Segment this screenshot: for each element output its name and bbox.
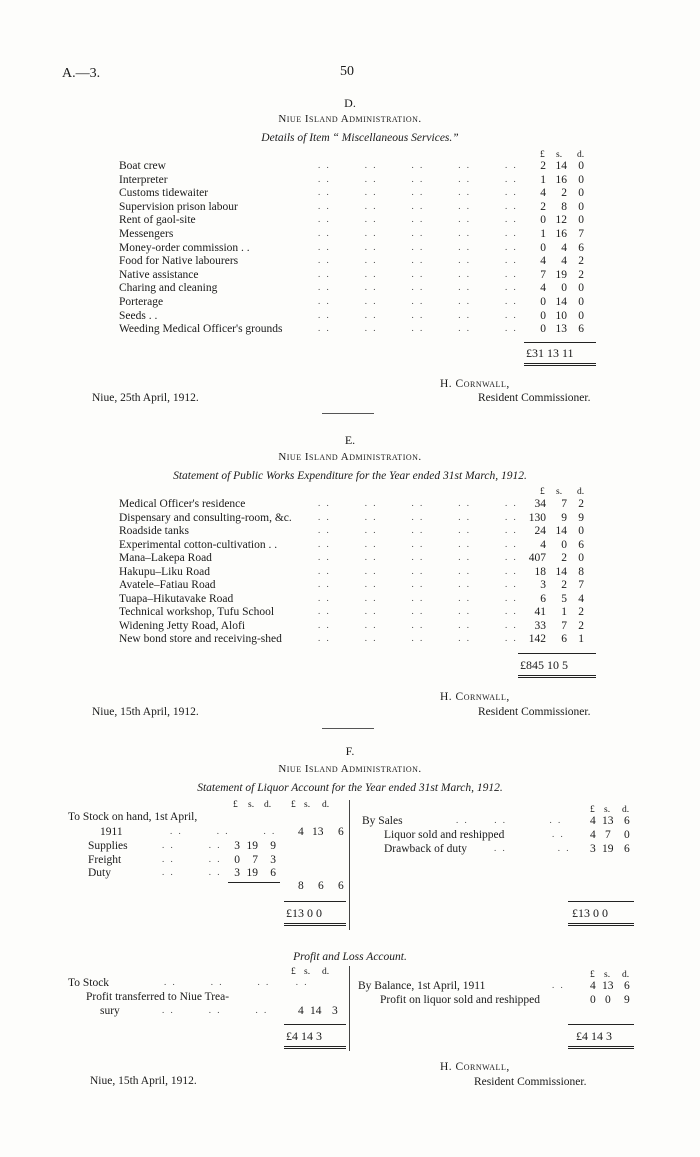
section-e-row-pounds: 407	[528, 552, 546, 564]
section-d-row-leader: . . . . . . . . . .	[318, 200, 518, 211]
section-d-row-pounds: 4	[540, 187, 546, 200]
section-f-subheading: Statement of Liquor Account for the Year ended 31st March, 1912.	[197, 782, 503, 794]
section-d-row-label: Food for Native labourers	[119, 255, 239, 268]
section-f-pl-left-dots3: . . . . . .	[162, 1005, 269, 1015]
section-e-col-shilling: s.	[556, 487, 563, 497]
section-d-row-label: Boat crew	[119, 160, 166, 172]
section-e-total: £845 10 5	[520, 658, 568, 672]
section-d-total-rule	[524, 342, 596, 343]
section-f-stock-s: 13	[312, 826, 324, 838]
section-e-signer: H. Cornwall,	[440, 691, 510, 703]
section-e-row-pounds: 4	[540, 538, 546, 551]
section-f-pl-right-amt1-s: 13	[602, 980, 614, 992]
section-f-right-col-pound: £	[590, 805, 595, 815]
section-e-heading: Niue Island Administration.	[278, 451, 422, 463]
section-e-row-pounds: 142	[528, 633, 546, 645]
section-d-row-label: Charing and cleaning	[119, 282, 218, 295]
section-e-row-label: New bond store and receiving-shed	[119, 633, 282, 645]
section-d-row-leader: . . . . . . . . . .	[318, 187, 518, 198]
section-d-row-pence: 0	[578, 173, 584, 186]
section-f-pl-right-line2: Profit on liquor sold and reshipped	[380, 994, 541, 1006]
section-d-row-label: Supervision prison labour	[119, 200, 238, 213]
section-divider-2	[322, 728, 374, 729]
section-f-subtotal-s: 6	[318, 880, 324, 892]
section-d-row-pounds: 1	[540, 228, 546, 240]
section-d-row-shillings: 16	[555, 173, 567, 186]
section-f-pl-left-line3: sury	[100, 1005, 120, 1017]
section-f-left-sub-shillings: 19	[246, 840, 258, 852]
section-e-row-shillings: 2	[561, 579, 567, 591]
section-d-row-label: Customs tidewaiter	[119, 187, 209, 200]
section-e-row-leader: . . . . . . . . . .	[318, 579, 518, 589]
section-d-signer: H. Cornwall,	[440, 378, 510, 390]
section-d-row-shillings: 12	[555, 214, 567, 227]
section-f-right-total-double	[568, 923, 634, 926]
section-f-pl-right-total-double	[568, 1046, 634, 1049]
section-e-row-label: Avatele–Fatiau Road	[119, 579, 216, 591]
section-f-right-dots3: . . . .	[494, 843, 571, 853]
section-f-stock-d: 6	[338, 826, 344, 838]
section-d-row-pounds: 4	[540, 282, 546, 295]
section-d-row-leader: . . . . . . . . . .	[318, 255, 518, 266]
section-d-row-pounds: 0	[540, 323, 546, 336]
section-f-heading: Niue Island Administration.	[278, 763, 422, 775]
section-f-letter: F.	[345, 744, 355, 758]
section-e-row-pence: 2	[578, 498, 584, 510]
section-f-signer-title: Resident Commissioner.	[474, 1076, 587, 1088]
section-e-row-leader: . . . . . . . . . .	[318, 565, 518, 576]
section-d-total-double-rule	[524, 363, 596, 366]
section-f-signer: H. Cornwall,	[440, 1061, 510, 1073]
section-d-row-pence: 0	[578, 187, 584, 200]
section-d-row-shillings: 13	[555, 323, 567, 336]
section-e-row-leader: . . . . . . . . . .	[318, 592, 518, 603]
section-f-left-sub-pounds: 0	[234, 853, 240, 866]
section-e-row-label: Hakupu–Liku Road	[119, 565, 211, 578]
section-d-row-shillings: 14	[555, 296, 567, 308]
section-d-row-leader: . . . . . . . . . .	[318, 282, 518, 293]
section-e-subheading: Statement of Public Works Expenditure for the Year ended 31st March, 1912.	[173, 470, 527, 482]
section-f-pl-left-total-double	[284, 1046, 346, 1049]
section-e-row-pounds: 18	[534, 565, 546, 578]
section-d-row-shillings: 4	[561, 241, 567, 254]
section-e-date: Niue, 15th April, 1912.	[92, 706, 199, 718]
section-f-pl-left-col-shilling: s.	[304, 967, 311, 977]
section-d-row-label: Messengers	[119, 228, 174, 240]
section-f-pl-right-amt2-s: 0	[605, 994, 611, 1006]
section-d-row-leader: . . . . . . . . . .	[318, 160, 518, 170]
section-e-row-pence: 8	[578, 565, 584, 578]
section-f-pl-left-line2: Profit transferred to Niue Trea-	[86, 991, 230, 1003]
section-d-row-pence: 0	[578, 296, 584, 308]
section-f-left-sub-rule	[228, 882, 280, 883]
section-d-subheading: Details of Item “ Miscellaneous Services.”	[261, 132, 459, 144]
section-f-left-line1: To Stock on hand, 1st April,	[68, 811, 198, 823]
section-f-left-total-double	[284, 923, 346, 926]
section-e-row-shillings: 5	[561, 592, 567, 605]
section-f-pl-left-amt-l: 4	[298, 1005, 304, 1017]
section-f-right-col-pence: d.	[622, 805, 630, 815]
section-f-pl-right-amt2-d: 9	[624, 994, 630, 1006]
section-e-col-pound: £	[540, 487, 545, 497]
section-e-row-leader: . . . . . . . . . .	[318, 606, 518, 616]
section-d-row-pounds: 0	[540, 214, 546, 227]
section-d-row-pence: 2	[578, 255, 584, 268]
section-d-row-leader: . . . . . . . . . .	[318, 241, 518, 252]
section-f-right-dots2: . .	[552, 829, 565, 839]
section-d-row-pence: 6	[578, 241, 584, 254]
section-e-row-pence: 7	[578, 579, 584, 591]
section-d-row-pence: 2	[578, 268, 584, 281]
section-d-col-pound: £	[540, 150, 545, 160]
section-f-pl-right-col-pence: d.	[622, 970, 630, 980]
section-d-signer-title: Resident Commissioner.	[478, 392, 591, 404]
section-f-left-col-shilling: s.	[304, 800, 311, 810]
section-d-row-pounds: 4	[540, 255, 546, 268]
section-e-row-label: Technical workshop, Tufu School	[119, 606, 275, 618]
section-f-pl-right-total: £4 14 3	[576, 1029, 612, 1043]
section-f-right-r2-d: 0	[624, 829, 630, 841]
section-e-row-label: Dispensary and consulting-room, &c.	[119, 511, 292, 524]
section-f-pl-right-amt2-l: 0	[590, 994, 596, 1006]
section-divider-1	[322, 413, 374, 414]
section-f-right-r1-d: 6	[624, 815, 630, 827]
section-f-left-sub-pence: 6	[270, 867, 276, 879]
section-d-row-label: Native assistance	[119, 268, 199, 281]
section-f-right-col-shilling: s.	[604, 805, 611, 815]
section-f-left-sub-label: Freight	[88, 853, 122, 866]
section-f-pl-right-total-rule	[568, 1024, 634, 1025]
section-e-row-label: Roadside tanks	[119, 525, 189, 537]
section-f-subtotal-l: 8	[298, 880, 304, 892]
section-e-row-pounds: 3	[540, 579, 546, 591]
section-e-row-leader: . . . . . . . . . .	[318, 538, 518, 549]
section-f-left-sub-leader: . . . .	[162, 867, 222, 877]
section-d-row-pence: 0	[578, 200, 584, 213]
section-d-row-pounds: 0	[540, 296, 546, 308]
section-d-row-label: Porterage	[119, 296, 164, 308]
section-f-left-total-rule	[284, 901, 346, 902]
section-d-row-shillings: 10	[555, 309, 567, 322]
section-f-pl-heading: Profit and Loss Account.	[293, 951, 407, 963]
section-d-row-leader: . . . . . . . . . .	[318, 296, 518, 306]
section-e-total-double-rule	[518, 675, 596, 678]
section-d-row-label: Seeds . .	[119, 309, 158, 322]
section-d-row-shillings: 16	[555, 228, 567, 240]
section-f-pl-right-dots1: . .	[552, 980, 565, 990]
section-d-total: £31 13 11	[526, 346, 574, 360]
section-e-row-leader: . . . . . . . . . .	[318, 552, 518, 562]
section-f-right-r3-d: 6	[624, 843, 630, 855]
section-f-left-col-pence: d.	[322, 800, 330, 810]
section-d-row-pounds: 1	[540, 173, 546, 186]
section-e-row-shillings: 7	[561, 498, 567, 510]
section-f-left-sub-shillings: 19	[246, 867, 258, 879]
section-d-row-leader: . . . . . . . . . .	[318, 309, 518, 320]
section-f-left-sub-pounds: 3	[234, 840, 240, 852]
section-f-right-line3: Drawback of duty	[384, 843, 468, 855]
section-e-row-pence: 4	[578, 592, 584, 605]
section-d-row-leader: . . . . . . . . . .	[318, 173, 518, 184]
section-d-row-pence: 0	[578, 282, 584, 295]
section-e-signer-title: Resident Commissioner.	[478, 706, 591, 718]
section-f-pl-left-total: £4 14 3	[286, 1029, 322, 1043]
section-f-date: Niue, 15th April, 1912.	[90, 1075, 197, 1087]
section-f-right-r3-l: 3	[590, 843, 596, 855]
section-e-row-pounds: 33	[534, 619, 546, 632]
section-e-row-leader: . . . . . . . . . .	[318, 525, 518, 535]
section-d-row-shillings: 19	[555, 268, 567, 281]
section-f-pl-left-total-rule	[284, 1024, 346, 1025]
section-e-letter: E.	[344, 433, 356, 447]
section-f-left-dots: . . . . . .	[170, 826, 277, 836]
section-e-row-leader: . . . . . . . . . .	[318, 511, 518, 522]
section-e-row-shillings: 6	[561, 633, 567, 645]
section-f-divider	[349, 800, 350, 930]
section-e-col-pence: d.	[577, 487, 585, 497]
section-e-row-pence: 0	[578, 552, 584, 564]
section-e-row-shillings: 0	[561, 538, 567, 551]
section-d-row-pence: 0	[578, 214, 584, 227]
section-f-left-sub-col-pound: £	[233, 800, 238, 810]
section-d-row-leader: . . . . . . . . . .	[318, 228, 518, 238]
section-d-row-pounds: 2	[540, 160, 546, 172]
section-d-row-shillings: 0	[561, 282, 567, 295]
section-f-pl-right-line1: By Balance, 1st April, 1911	[358, 980, 486, 992]
section-d-col-pence: d.	[577, 150, 585, 160]
section-f-pl-left-amt-s: 14	[310, 1005, 322, 1017]
section-e-row-label: Experimental cotton-cultivation . .	[119, 538, 278, 551]
section-f-pl-left-line1: To Stock	[68, 977, 110, 989]
section-e-row-shillings: 1	[561, 606, 567, 618]
section-e-row-shillings: 14	[555, 525, 567, 537]
section-e-row-pence: 2	[578, 606, 584, 618]
section-d-col-shilling: s.	[556, 150, 563, 160]
section-f-pl-right-col-shilling: s.	[604, 970, 611, 980]
section-d-row-pence: 0	[578, 309, 584, 322]
section-d-date: Niue, 25th April, 1912.	[92, 392, 199, 404]
section-f-pl-divider	[349, 966, 350, 1051]
section-f-left-sub-pence: 3	[270, 853, 276, 866]
section-e-row-leader: . . . . . . . . . .	[318, 619, 518, 630]
section-f-subtotal-d: 6	[338, 880, 344, 892]
section-d-row-shillings: 2	[561, 187, 567, 200]
section-e-row-pounds: 6	[540, 592, 546, 605]
section-f-right-line1: By Sales	[362, 815, 403, 827]
section-e-row-leader: . . . . . . . . . .	[318, 498, 518, 508]
section-f-pl-right-amt1-l: 4	[590, 980, 596, 992]
section-f-right-line2: Liquor sold and reshipped	[384, 829, 505, 841]
section-f-right-total-rule	[568, 901, 634, 902]
section-e-row-shillings: 7	[561, 619, 567, 632]
section-d-row-label: Weeding Medical Officer's grounds	[119, 323, 283, 336]
section-f-pl-left-amt-d: 3	[332, 1005, 338, 1017]
section-e-row-pounds: 24	[534, 525, 546, 537]
section-e-row-label: Medical Officer's residence	[119, 498, 246, 510]
section-d-row-pounds: 0	[540, 309, 546, 322]
section-f-left-sub-col-pence: d.	[264, 800, 272, 810]
section-e-row-pence: 2	[578, 619, 584, 632]
section-e-row-pounds: 34	[534, 498, 546, 510]
section-d-row-leader: . . . . . . . . . .	[318, 214, 518, 225]
page-ref: A.—3.	[62, 66, 101, 81]
section-f-left-sub-label: Duty	[88, 867, 111, 879]
section-f-left-sub-pence: 9	[270, 840, 276, 852]
section-f-stock-l: 4	[298, 826, 304, 838]
section-f-pl-left-dots1: . . . . . . . .	[164, 977, 309, 987]
section-e-row-shillings: 2	[561, 552, 567, 564]
section-f-right-r3-s: 19	[602, 843, 614, 855]
section-f-left-col-pound: £	[291, 800, 296, 810]
section-e-row-shillings: 9	[561, 511, 567, 524]
section-f-left-sub-leader: . . . .	[162, 840, 222, 850]
section-e-row-label: Widening Jetty Road, Alofi	[119, 619, 246, 632]
section-d-row-pence: 7	[578, 228, 584, 240]
section-f-right-r1-s: 13	[602, 815, 614, 827]
section-f-left-sub-pounds: 3	[234, 867, 240, 879]
section-f-left-sub-shillings: 7	[252, 853, 258, 866]
section-e-row-leader: . . . . . . . . . .	[318, 633, 518, 643]
section-e-row-shillings: 14	[555, 565, 567, 578]
section-e-row-label: Tuapa–Hikutavake Road	[119, 592, 234, 605]
section-d-row-pence: 0	[578, 160, 584, 172]
section-e-total-rule	[518, 653, 596, 654]
section-d-row-shillings: 8	[561, 200, 567, 213]
section-e-row-pounds: 41	[534, 606, 546, 618]
section-f-right-r2-s: 7	[605, 829, 611, 841]
section-d-row-label: Money-order commission . .	[119, 241, 250, 254]
section-d-row-leader: . . . . . . . . . .	[318, 268, 518, 279]
section-d-row-label: Interpreter	[119, 173, 168, 186]
section-d-row-shillings: 4	[561, 255, 567, 268]
section-e-row-pence: 0	[578, 525, 584, 537]
section-e-row-label: Mana–Lakepa Road	[119, 552, 212, 564]
section-d-letter: D.	[344, 96, 356, 110]
section-f-left-sub-col-shilling: s.	[248, 800, 255, 810]
section-f-pl-left-col-pence: d.	[322, 967, 330, 977]
section-f-left-total: £13 0 0	[286, 906, 322, 920]
page-number: 50	[340, 64, 354, 79]
section-e-row-pounds: 130	[528, 511, 546, 524]
section-e-row-pence: 9	[578, 511, 584, 524]
section-f-right-total: £13 0 0	[572, 906, 608, 920]
section-f-pl-right-col-pound: £	[590, 970, 595, 980]
section-d-row-pounds: 2	[540, 200, 546, 213]
section-e-row-pence: 6	[578, 538, 584, 551]
section-d-row-pounds: 7	[540, 268, 546, 281]
section-f-pl-right-amt1-d: 6	[624, 980, 630, 992]
section-e-row-pence: 1	[578, 633, 584, 645]
section-d-heading: Niue Island Administration.	[278, 113, 422, 125]
section-d-row-pence: 6	[578, 323, 584, 336]
section-f-right-r1-l: 4	[590, 815, 596, 827]
section-f-left-sub-leader: . . . .	[162, 853, 222, 864]
section-d-row-label: Rent of gaol-site	[119, 214, 196, 227]
section-f-left-sub-label: Supplies	[88, 840, 128, 852]
section-f-right-dots1: . . . . . .	[456, 815, 563, 825]
section-f-left-line1b: 1911	[100, 826, 123, 838]
section-f-right-r2-l: 4	[590, 829, 596, 841]
section-d-row-shillings: 14	[555, 160, 567, 172]
section-f-pl-left-col-pound: £	[291, 967, 296, 977]
section-d-row-leader: . . . . . . . . . .	[318, 323, 518, 334]
section-d-row-pounds: 0	[540, 241, 546, 254]
